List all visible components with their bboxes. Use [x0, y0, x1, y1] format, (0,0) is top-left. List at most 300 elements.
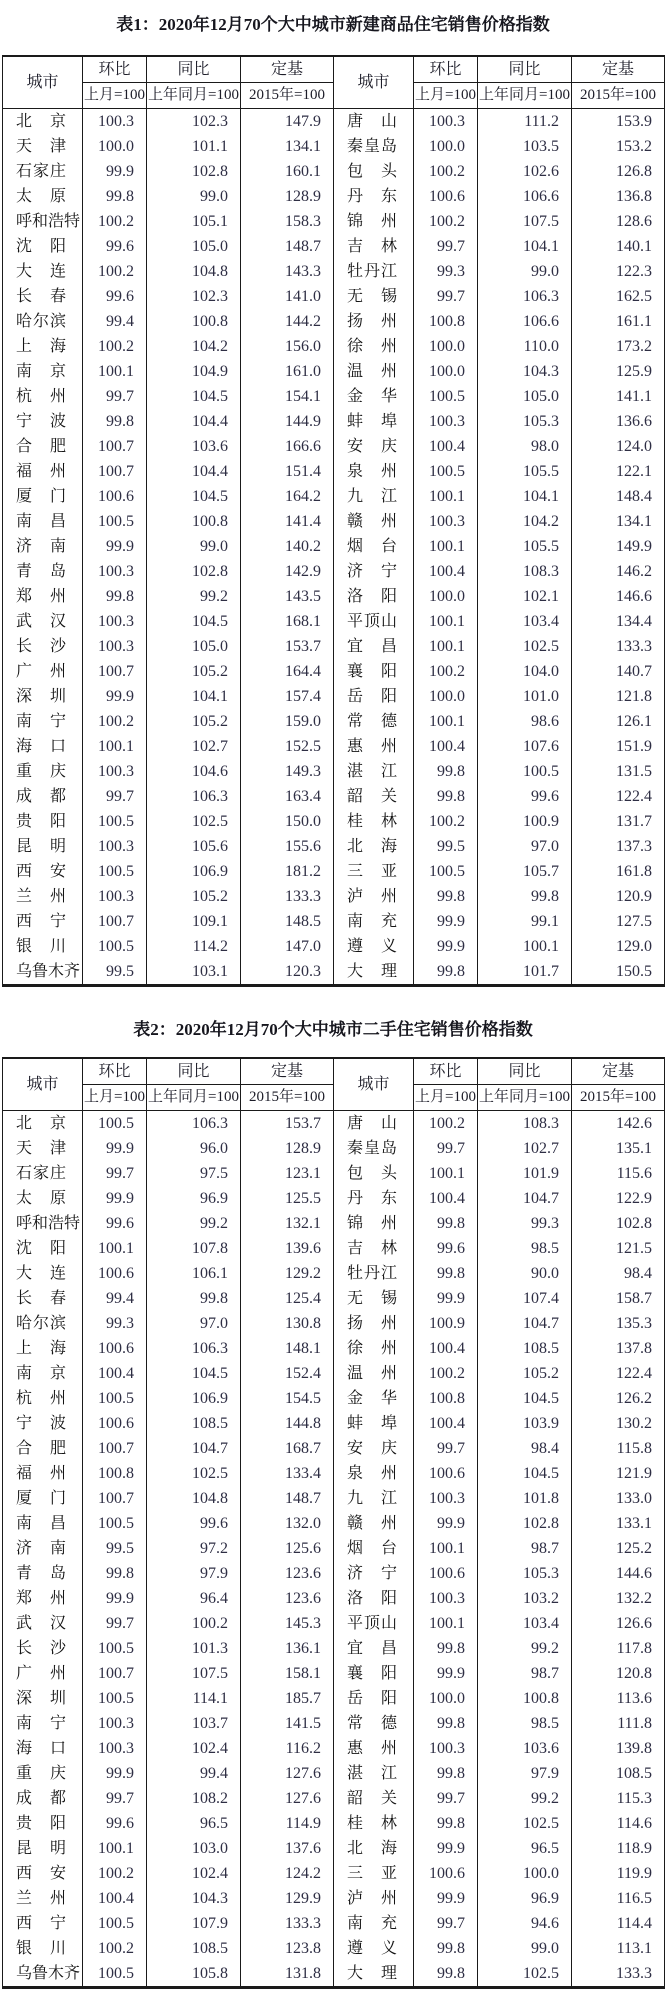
index-value-cell: 102.7	[147, 734, 241, 759]
table-row	[3, 409, 665, 434]
city-cell	[334, 1886, 414, 1911]
table-row	[3, 1711, 665, 1736]
city-name: 平 顶 山	[347, 613, 397, 630]
city-name: 南 充	[347, 913, 397, 930]
index-value-cell: 99.4	[83, 1286, 147, 1311]
city-name: 深 圳	[16, 688, 66, 705]
index-value-cell: 100.5	[83, 859, 147, 884]
index-value-cell: 185.7	[241, 1686, 334, 1711]
table-row	[3, 1111, 665, 1137]
table-row	[3, 234, 665, 259]
city-cell	[3, 1511, 83, 1536]
index-value-cell: 151.4	[241, 459, 334, 484]
index-value-cell: 103.5	[478, 134, 572, 159]
index-value-cell: 100.7	[83, 1486, 147, 1511]
index-value-cell: 103.9	[478, 1411, 572, 1436]
index-value-cell: 100.5	[83, 1686, 147, 1711]
index-value-cell: 158.3	[241, 209, 334, 234]
table-row	[3, 509, 665, 534]
index-value-cell: 148.7	[241, 1486, 334, 1511]
index-value-cell: 100.4	[414, 434, 478, 459]
table-row	[3, 259, 665, 284]
city-name: 太 原	[16, 1190, 66, 1207]
index-value-cell: 149.9	[572, 534, 665, 559]
table-row	[3, 684, 665, 709]
city-name: 乌 鲁 木 齐	[16, 963, 81, 980]
index-value-cell: 128.9	[241, 184, 334, 209]
index-value-cell: 100.0	[414, 684, 478, 709]
city-cell	[3, 934, 83, 959]
index-value-cell: 105.0	[147, 234, 241, 259]
index-value-cell: 104.2	[147, 334, 241, 359]
index-value-cell: 136.1	[241, 1636, 334, 1661]
index-value-cell: 158.7	[572, 1286, 665, 1311]
index-value-cell: 102.3	[147, 109, 241, 135]
index-value-cell: 99.2	[147, 1211, 241, 1236]
city-name: 三 亚	[347, 1865, 397, 1882]
city-cell	[3, 259, 83, 284]
index-value-cell: 123.1	[241, 1161, 334, 1186]
city-name: 九 江	[347, 1490, 397, 1507]
index-value-cell: 142.9	[241, 559, 334, 584]
index-value-cell: 105.2	[478, 1361, 572, 1386]
index-value-cell: 126.8	[572, 159, 665, 184]
index-value-cell: 99.9	[83, 1186, 147, 1211]
index-value-cell: 97.0	[478, 834, 572, 859]
table-row	[3, 1286, 665, 1311]
city-cell	[334, 1336, 414, 1361]
index-value-cell: 97.9	[147, 1561, 241, 1586]
city-cell	[334, 1811, 414, 1836]
city-cell	[3, 1836, 83, 1861]
city-cell	[3, 859, 83, 884]
city-cell	[334, 684, 414, 709]
city-name: 青 岛	[16, 563, 66, 580]
index-value-cell: 97.2	[147, 1536, 241, 1561]
city-cell	[334, 1861, 414, 1886]
city-name: 呼 和 浩 特	[16, 213, 81, 230]
index-value-cell: 106.3	[147, 1336, 241, 1361]
city-cell	[3, 109, 83, 135]
index-value-cell: 98.7	[478, 1536, 572, 1561]
index-value-cell: 128.6	[572, 209, 665, 234]
table-row	[3, 1586, 665, 1611]
index-value-cell: 104.5	[478, 1386, 572, 1411]
index-value-cell: 99.7	[414, 1436, 478, 1461]
city-name: 上 海	[16, 338, 66, 355]
city-name: 北 海	[347, 1840, 397, 1857]
city-name: 烟 台	[347, 1540, 397, 1557]
city-cell	[334, 609, 414, 634]
index-value-cell: 100.6	[83, 1411, 147, 1436]
city-name: 贵 阳	[16, 813, 66, 830]
index-value-cell: 104.5	[147, 384, 241, 409]
index-value-cell: 114.1	[147, 1686, 241, 1711]
index-value-cell: 157.4	[241, 684, 334, 709]
city-name: 包 头	[347, 1165, 397, 1182]
city-name: 大 理	[347, 1965, 397, 1982]
index-value-cell: 122.4	[572, 784, 665, 809]
header-yoy-base: 上年同月=100	[147, 1085, 241, 1111]
index-value-cell: 99.8	[414, 1761, 478, 1786]
index-value-cell: 99.9	[414, 909, 478, 934]
city-name: 沈 阳	[16, 238, 66, 255]
index-value-cell: 102.7	[478, 1136, 572, 1161]
city-cell	[3, 384, 83, 409]
city-name: 南 宁	[16, 713, 66, 730]
header-yoy: 同比	[147, 1058, 241, 1085]
city-name: 泸 州	[347, 888, 397, 905]
city-name: 杭 州	[16, 1390, 66, 1407]
index-value-cell: 100.6	[83, 484, 147, 509]
index-value-cell: 140.1	[572, 234, 665, 259]
index-value-cell: 125.2	[572, 1536, 665, 1561]
index-value-cell: 114.2	[147, 934, 241, 959]
index-value-cell: 105.3	[478, 409, 572, 434]
index-value-cell: 160.1	[241, 159, 334, 184]
city-name: 成 都	[16, 1790, 66, 1807]
city-name: 宁 波	[16, 413, 66, 430]
city-name: 扬 州	[347, 313, 397, 330]
header-city: 城市	[3, 1058, 83, 1111]
index-value-cell: 153.7	[241, 634, 334, 659]
city-name: 赣 州	[347, 1515, 397, 1532]
city-cell	[334, 1686, 414, 1711]
index-value-cell: 131.5	[572, 759, 665, 784]
index-value-cell: 142.6	[572, 1111, 665, 1137]
index-value-cell: 99.9	[414, 1661, 478, 1686]
table-row	[3, 1661, 665, 1686]
table-row	[3, 109, 665, 135]
index-value-cell: 102.3	[147, 284, 241, 309]
city-name: 上 海	[16, 1340, 66, 1357]
index-value-cell: 128.9	[241, 1136, 334, 1161]
city-cell	[3, 684, 83, 709]
city-name: 昆 明	[16, 1840, 66, 1857]
index-value-cell: 100.8	[414, 309, 478, 334]
city-name: 银 川	[16, 938, 66, 955]
index-value-cell: 96.9	[478, 1886, 572, 1911]
index-value-cell: 123.6	[241, 1586, 334, 1611]
city-name: 重 庆	[16, 763, 66, 780]
index-value-cell: 101.9	[478, 1161, 572, 1186]
index-value-cell: 130.8	[241, 1311, 334, 1336]
index-value-cell: 99.1	[478, 909, 572, 934]
header-fixed-base: 定基	[241, 1058, 334, 1085]
index-value-cell: 100.1	[414, 484, 478, 509]
city-cell	[334, 1936, 414, 1961]
index-value-cell: 104.1	[478, 234, 572, 259]
index-value-cell: 155.6	[241, 834, 334, 859]
index-value-cell: 162.5	[572, 284, 665, 309]
city-name: 呼 和 浩 特	[16, 1215, 81, 1232]
city-cell	[334, 1186, 414, 1211]
city-cell	[334, 1436, 414, 1461]
index-value-cell: 102.5	[478, 1961, 572, 1988]
city-name: 温 州	[347, 1365, 397, 1382]
index-value-cell: 99.6	[83, 1811, 147, 1836]
index-value-cell: 133.0	[572, 1486, 665, 1511]
index-value-cell: 98.0	[478, 434, 572, 459]
city-name: 长 沙	[16, 1640, 66, 1657]
city-cell	[334, 659, 414, 684]
index-value-cell: 158.1	[241, 1661, 334, 1686]
index-value-cell: 100.8	[147, 309, 241, 334]
index-value-cell: 100.4	[414, 1186, 478, 1211]
city-cell	[334, 1461, 414, 1486]
city-cell	[3, 1286, 83, 1311]
index-value-cell: 99.8	[83, 584, 147, 609]
table-row	[3, 1511, 665, 1536]
table-row	[3, 784, 665, 809]
city-name: 锦 州	[347, 1215, 397, 1232]
table-row	[3, 659, 665, 684]
index-value-cell: 99.7	[83, 784, 147, 809]
index-value-cell: 104.1	[147, 684, 241, 709]
city-name: 南 昌	[16, 1515, 66, 1532]
city-name: 海 口	[16, 738, 66, 755]
index-value-cell: 105.8	[147, 1961, 241, 1988]
city-cell	[3, 584, 83, 609]
city-name: 南 京	[16, 1365, 66, 1382]
city-name: 西 宁	[16, 1915, 66, 1932]
index-value-cell: 99.5	[83, 1536, 147, 1561]
city-cell	[334, 584, 414, 609]
index-value-cell: 101.1	[147, 134, 241, 159]
index-value-cell: 99.8	[414, 884, 478, 909]
table-row	[3, 359, 665, 384]
index-value-cell: 100.0	[83, 134, 147, 159]
index-value-cell: 146.6	[572, 584, 665, 609]
index-value-cell: 99.8	[83, 1561, 147, 1586]
index-value-cell: 97.5	[147, 1161, 241, 1186]
index-value-cell: 100.7	[83, 459, 147, 484]
index-value-cell: 100.7	[83, 1661, 147, 1686]
index-value-cell: 99.6	[147, 1511, 241, 1536]
index-value-cell: 100.0	[414, 134, 478, 159]
city-cell	[3, 1961, 83, 1988]
index-value-cell: 100.3	[83, 559, 147, 584]
city-name: 遵 义	[347, 1940, 397, 1957]
index-value-cell: 122.1	[572, 459, 665, 484]
index-value-cell: 100.2	[414, 1111, 478, 1137]
index-value-cell: 114.4	[572, 1911, 665, 1936]
city-name: 唐 山	[347, 113, 397, 130]
index-value-cell: 126.2	[572, 1386, 665, 1411]
index-value-cell: 99.9	[83, 159, 147, 184]
index-value-cell: 105.2	[147, 659, 241, 684]
city-cell	[3, 1136, 83, 1161]
index-value-cell: 153.7	[241, 1111, 334, 1137]
index-value-cell: 100.0	[414, 359, 478, 384]
index-value-cell: 100.3	[414, 409, 478, 434]
index-value-cell: 144.9	[241, 409, 334, 434]
index-value-cell: 115.3	[572, 1786, 665, 1811]
city-name: 蚌 埠	[347, 1415, 397, 1432]
index-value-cell: 114.9	[241, 1811, 334, 1836]
city-cell	[334, 259, 414, 284]
index-value-cell: 103.0	[147, 1836, 241, 1861]
index-value-cell: 100.3	[83, 1711, 147, 1736]
index-value-cell: 100.3	[83, 109, 147, 135]
index-value-cell: 99.9	[414, 1836, 478, 1861]
index-value-cell: 103.2	[478, 1586, 572, 1611]
city-cell	[3, 334, 83, 359]
table-row	[3, 1686, 665, 1711]
city-cell	[334, 359, 414, 384]
header-mom: 环比	[83, 1058, 147, 1085]
index-value-cell: 139.8	[572, 1736, 665, 1761]
index-value-cell: 113.6	[572, 1686, 665, 1711]
table-row	[3, 1361, 665, 1386]
index-value-cell: 140.7	[572, 659, 665, 684]
index-value-cell: 108.5	[572, 1761, 665, 1786]
index-value-cell: 121.8	[572, 684, 665, 709]
city-cell	[3, 759, 83, 784]
index-value-cell: 100.1	[83, 1236, 147, 1261]
city-cell	[334, 109, 414, 135]
table-row	[3, 834, 665, 859]
table-row	[3, 159, 665, 184]
index-value-cell: 100.7	[83, 909, 147, 934]
index-value-cell: 99.3	[83, 1311, 147, 1336]
city-name: 福 州	[16, 1465, 66, 1482]
index-value-cell: 100.3	[83, 834, 147, 859]
index-value-cell: 100.0	[414, 584, 478, 609]
city-cell	[3, 1261, 83, 1286]
city-cell	[3, 809, 83, 834]
city-name: 徐 州	[347, 1340, 397, 1357]
index-value-cell: 100.5	[83, 509, 147, 534]
index-value-cell: 99.9	[83, 1761, 147, 1786]
index-value-cell: 100.5	[414, 459, 478, 484]
index-value-cell: 148.4	[572, 484, 665, 509]
city-name: 锦 州	[347, 213, 397, 230]
city-name: 杭 州	[16, 388, 66, 405]
city-name: 昆 明	[16, 838, 66, 855]
header-city: 城市	[3, 56, 83, 109]
city-name: 石 家 庄	[16, 163, 66, 180]
index-value-cell: 99.8	[414, 1711, 478, 1736]
city-cell	[3, 609, 83, 634]
index-value-cell: 102.1	[478, 584, 572, 609]
header-yoy: 同比	[478, 56, 572, 83]
index-value-cell: 102.8	[572, 1211, 665, 1236]
city-cell	[334, 1911, 414, 1936]
city-name: 秦 皇 岛	[347, 1140, 397, 1157]
city-name: 银 川	[16, 1940, 66, 1957]
table-row	[3, 1886, 665, 1911]
index-value-cell: 102.4	[147, 1861, 241, 1886]
index-value-cell: 100.4	[414, 1411, 478, 1436]
header-mom-base: 上月=100	[414, 1085, 478, 1111]
city-cell	[3, 1611, 83, 1636]
city-name: 兰 州	[16, 888, 66, 905]
index-value-cell: 100.0	[414, 1686, 478, 1711]
city-cell	[3, 1111, 83, 1137]
index-value-cell: 125.4	[241, 1286, 334, 1311]
city-cell	[334, 1111, 414, 1137]
city-name: 哈 尔 滨	[16, 313, 66, 330]
city-name: 泉 州	[347, 1465, 397, 1482]
second-hand-home-price-index-table	[2, 1057, 665, 1989]
table-row	[3, 1386, 665, 1411]
index-value-cell: 100.6	[414, 184, 478, 209]
index-value-cell: 99.6	[478, 784, 572, 809]
city-cell	[334, 834, 414, 859]
table-row	[3, 734, 665, 759]
index-value-cell: 115.6	[572, 1161, 665, 1186]
index-value-cell: 145.3	[241, 1611, 334, 1636]
table-row	[3, 309, 665, 334]
city-name: 广 州	[16, 1665, 66, 1682]
city-name: 徐 州	[347, 338, 397, 355]
index-value-cell: 99.5	[414, 834, 478, 859]
index-value-cell: 141.4	[241, 509, 334, 534]
header-mom: 环比	[414, 56, 478, 83]
index-value-cell: 104.8	[147, 259, 241, 284]
index-value-cell: 124.0	[572, 434, 665, 459]
index-value-cell: 100.5	[83, 934, 147, 959]
city-cell	[3, 1161, 83, 1186]
index-value-cell: 100.2	[83, 259, 147, 284]
index-value-cell: 98.4	[478, 1436, 572, 1461]
index-value-cell: 123.6	[241, 1561, 334, 1586]
index-value-cell: 148.7	[241, 234, 334, 259]
table-row	[3, 1536, 665, 1561]
index-value-cell: 124.2	[241, 1861, 334, 1886]
index-value-cell: 102.8	[478, 1511, 572, 1536]
index-value-cell: 119.9	[572, 1861, 665, 1886]
index-value-cell: 101.0	[478, 684, 572, 709]
city-name: 岳 阳	[347, 1690, 397, 1707]
city-name: 天 津	[16, 1140, 66, 1157]
index-value-cell: 108.5	[478, 1336, 572, 1361]
header-fixed-base: 定基	[572, 56, 665, 83]
city-name: 三 亚	[347, 863, 397, 880]
index-value-cell: 100.7	[83, 434, 147, 459]
table-header	[3, 56, 665, 109]
table-row	[3, 1811, 665, 1836]
index-value-cell: 107.6	[478, 734, 572, 759]
index-value-cell: 136.6	[572, 409, 665, 434]
city-cell	[3, 909, 83, 934]
index-value-cell: 123.8	[241, 1936, 334, 1961]
city-cell	[334, 1961, 414, 1988]
city-cell	[334, 1711, 414, 1736]
city-name: 无 锡	[347, 1290, 397, 1307]
index-value-cell: 103.7	[147, 1711, 241, 1736]
table-row	[3, 1611, 665, 1636]
city-name: 成 都	[16, 788, 66, 805]
index-value-cell: 99.0	[478, 259, 572, 284]
index-value-cell: 100.3	[83, 759, 147, 784]
city-cell	[334, 1661, 414, 1686]
index-value-cell: 101.8	[478, 1486, 572, 1511]
city-name: 重 庆	[16, 1765, 66, 1782]
index-value-cell: 161.8	[572, 859, 665, 884]
city-name: 湛 江	[347, 1765, 397, 1782]
index-value-cell: 100.2	[414, 659, 478, 684]
index-value-cell: 133.4	[241, 1461, 334, 1486]
index-value-cell: 100.5	[414, 384, 478, 409]
index-value-cell: 102.4	[147, 1736, 241, 1761]
index-value-cell: 100.5	[83, 1111, 147, 1137]
index-value-cell: 100.3	[414, 1736, 478, 1761]
index-value-cell: 100.3	[83, 884, 147, 909]
city-cell	[3, 1536, 83, 1561]
index-value-cell: 159.0	[241, 709, 334, 734]
